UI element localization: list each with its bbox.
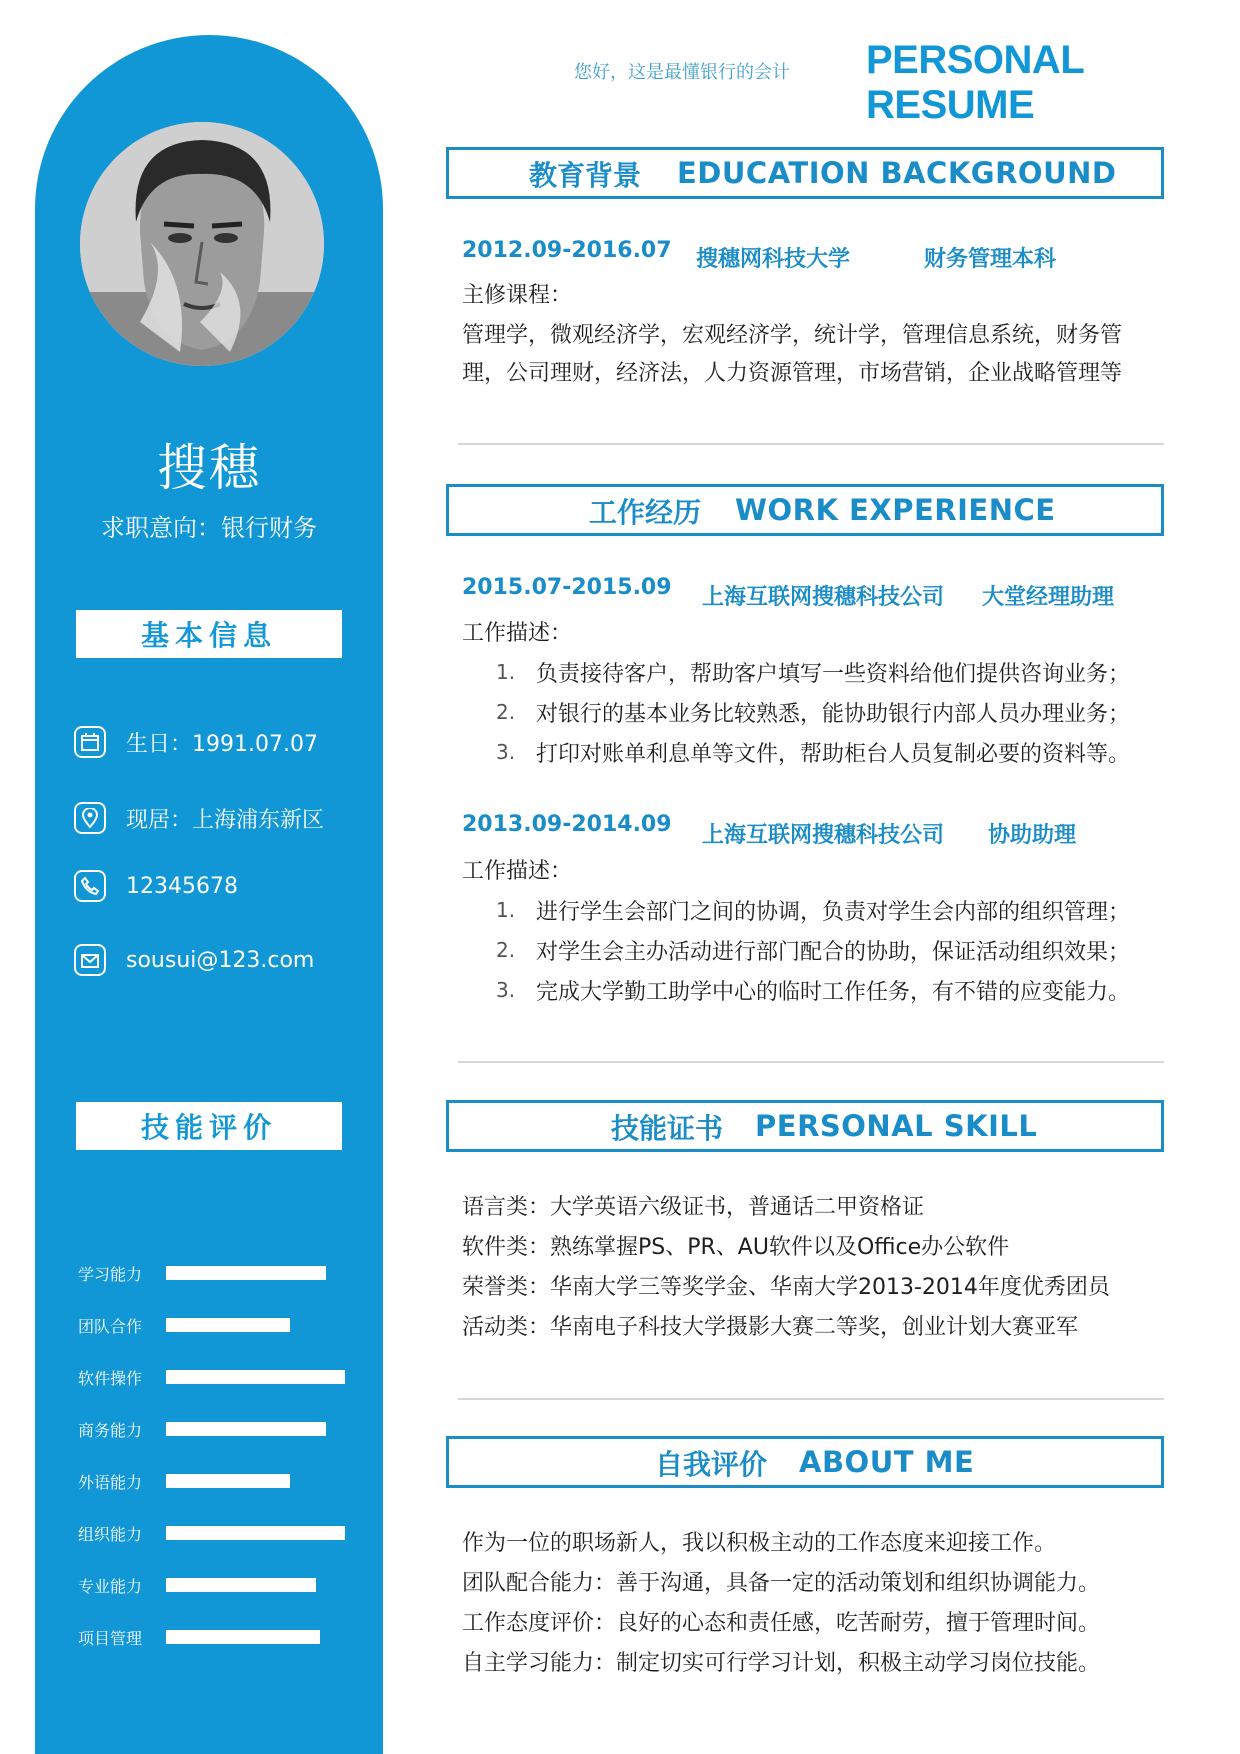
basic-info-heading <box>76 610 342 658</box>
skill-label: 外语能力 <box>78 1472 143 1492</box>
about-title-cn: 自我评价 <box>655 1448 768 1481</box>
certificates-title-cn: 技能证书 <box>611 1112 724 1145</box>
skill-level-bar <box>166 1578 316 1592</box>
skill-level-bar <box>166 1526 345 1540</box>
about-section-header <box>446 1436 1164 1488</box>
job-2-company: 上海互联网搜穗科技公司 <box>702 823 945 848</box>
job-2-desc-label: 工作描述： <box>462 859 573 884</box>
courses-label: 主修课程： <box>462 283 573 308</box>
skill-row <box>78 1522 345 1544</box>
skill-row <box>78 1574 316 1596</box>
info-row-birthday <box>74 724 318 760</box>
info-row-phone <box>74 868 238 904</box>
list-item: 团队配合能力：善于沟通，具备一定的活动策划和组织协调能力。 <box>462 1571 1101 1596</box>
list-item: 2. 对银行的基本业务比较熟悉，能协助银行内部人员办理业务； <box>496 692 1130 732</box>
work-section-header <box>446 484 1164 536</box>
education-title-en: EDUCATION BACKGROUND <box>677 156 1117 190</box>
skill-row <box>78 1418 326 1440</box>
list-item: 荣誉类：华南大学三等奖学金、华南大学2013-2014年度优秀团员 <box>462 1275 1110 1300</box>
location-pin-icon <box>74 802 106 834</box>
skill-row <box>78 1626 320 1648</box>
skill-level-bar <box>166 1318 290 1332</box>
job-1-date: 2015.07-2015.09 <box>462 575 672 600</box>
about-title-en: ABOUT ME <box>799 1445 975 1479</box>
duty-text: 完成大学勤工助学中心的临时工作任务，有不错的应变能力。 <box>536 979 1131 1005</box>
job-1-desc-label: 工作描述： <box>462 621 573 646</box>
duty-text: 打印对账单利息单等文件，帮助柜台人员复制必要的资料等。 <box>536 741 1131 767</box>
list-item: 自主学习能力：制定切实可行学习计划，积极主动学习岗位技能。 <box>462 1651 1101 1676</box>
certificates-title-en: PERSONAL SKILL <box>755 1109 1038 1143</box>
list-item: 工作态度评价：良好的心态和责任感，吃苦耐劳，擅于管理时间。 <box>462 1611 1101 1636</box>
list-item: 3. 完成大学勤工助学中心的临时工作任务，有不错的应变能力。 <box>496 970 1130 1010</box>
portrait-image <box>80 122 324 366</box>
skill-level-bar <box>166 1370 345 1384</box>
education-section-header <box>446 147 1164 199</box>
skills-heading <box>76 1102 342 1150</box>
skill-label: 项目管理 <box>78 1628 143 1648</box>
skill-label: 组织能力 <box>78 1524 143 1544</box>
education-major: 财务管理本科 <box>924 247 1057 272</box>
info-row-residence <box>74 800 324 836</box>
skill-row <box>78 1470 290 1492</box>
list-item: 3. 打印对账单利息单等文件，帮助柜台人员复制必要的资料等。 <box>496 732 1130 772</box>
job-2-date: 2013.09-2014.09 <box>462 812 672 837</box>
courses-line-1: 管理学，微观经济学，宏观经济学，统计学，管理信息系统，财务管 <box>462 323 1123 348</box>
duty-text: 进行学生会部门之间的协调，负责对学生会内部的组织管理； <box>536 899 1131 925</box>
list-item: 作为一位的职场新人，我以积极主动的工作态度来迎接工作。 <box>462 1531 1057 1556</box>
job-1-company: 上海互联网搜穗科技公司 <box>702 585 945 610</box>
job-objective: 求职意向：银行财务 <box>101 514 317 542</box>
job-1-duties <box>496 652 1130 772</box>
list-item: 2. 对学生会主办活动进行部门配合的协助，保证活动组织效果； <box>496 930 1130 970</box>
courses-line-2: 理，公司理财，经济法，人力资源管理，市场营销，企业战略管理等 <box>462 361 1123 386</box>
job-2-position: 协助助理 <box>988 823 1077 848</box>
calendar-icon <box>74 726 106 758</box>
list-item: 软件类：熟练掌握PS、PR、AU软件以及Office办公软件 <box>462 1235 1010 1260</box>
resume-title: PERSONAL RESUME <box>866 38 1084 127</box>
job-1-position: 大堂经理助理 <box>982 585 1115 610</box>
phone-icon <box>74 870 106 902</box>
duty-text: 对银行的基本业务比较熟悉，能协助银行内部人员办理业务； <box>536 701 1131 727</box>
list-item: 1. 负责接待客户，帮助客户填写一些资料给他们提供咨询业务； <box>496 652 1130 692</box>
avatar-photo <box>80 122 324 366</box>
education-date: 2012.09-2016.07 <box>462 238 672 263</box>
skill-level-bar <box>166 1630 320 1644</box>
section-divider <box>458 1061 1164 1063</box>
job-2-duties <box>496 890 1130 1010</box>
skills-heading-text: 技能评价 <box>140 1111 277 1144</box>
duty-text: 对学生会主办活动进行部门配合的协助，保证活动组织效果； <box>536 939 1131 965</box>
birthday-text: 生日：1991.07.07 <box>126 731 318 757</box>
list-item: 1. 进行学生会部门之间的协调，负责对学生会内部的组织管理； <box>496 890 1130 930</box>
skill-label: 软件操作 <box>78 1368 143 1388</box>
skill-row <box>78 1366 345 1388</box>
greeting-text: 您好，这是最懂银行的会计 <box>574 62 790 83</box>
skill-level-bar <box>166 1266 326 1280</box>
list-item: 活动类：华南电子科技大学摄影大赛二等奖，创业计划大赛亚军 <box>462 1315 1079 1340</box>
email-text: sousui@123.com <box>126 947 315 973</box>
skill-label: 团队合作 <box>78 1316 143 1336</box>
certificates-section-header <box>446 1100 1164 1152</box>
duty-text: 负责接待客户，帮助客户填写一些资料给他们提供咨询业务； <box>536 661 1131 687</box>
section-divider <box>458 443 1164 445</box>
skill-label: 学习能力 <box>78 1264 143 1284</box>
skill-level-bar <box>166 1474 290 1488</box>
skill-level-bar <box>166 1422 326 1436</box>
person-name: 搜穗 <box>157 439 261 497</box>
certificates-list <box>462 1188 1110 1348</box>
skill-label: 专业能力 <box>78 1576 143 1596</box>
basic-info-heading-text: 基本信息 <box>140 619 277 652</box>
work-title-en: WORK EXPERIENCE <box>735 493 1056 527</box>
skill-row <box>78 1314 290 1336</box>
skill-label: 商务能力 <box>78 1420 143 1440</box>
info-row-email <box>74 942 314 978</box>
work-title-cn: 工作经历 <box>589 496 702 529</box>
education-school: 搜穗网科技大学 <box>696 247 851 272</box>
skill-row <box>78 1262 326 1284</box>
section-divider <box>458 1398 1164 1400</box>
residence-text: 现居：上海浦东新区 <box>126 807 325 833</box>
mail-icon <box>74 944 106 976</box>
list-item: 语言类：大学英语六级证书，普通话二甲资格证 <box>462 1195 925 1220</box>
about-list <box>462 1524 1100 1684</box>
education-title-cn: 教育背景 <box>529 159 642 192</box>
phone-text: 12345678 <box>126 873 238 899</box>
